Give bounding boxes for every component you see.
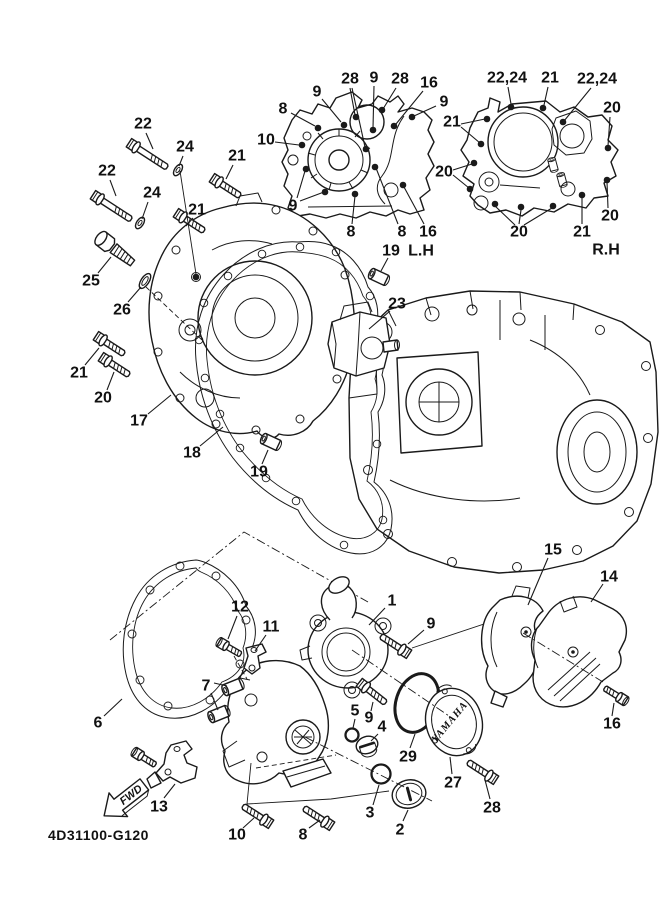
callout-label-15: 15	[544, 541, 562, 559]
leader-line	[461, 127, 480, 143]
leader-line	[164, 784, 175, 798]
crankcase-assembly	[349, 291, 658, 573]
leader-line	[519, 210, 521, 224]
leader-line	[275, 142, 299, 145]
leader-line	[373, 86, 374, 128]
bracket-screw	[130, 746, 158, 769]
filler-cap-2	[389, 776, 429, 812]
collar-7-b	[207, 704, 232, 723]
callout-label-9: 9	[439, 93, 449, 111]
leader-line	[508, 87, 511, 104]
leader-line	[404, 187, 424, 224]
callout-label-16: 16	[419, 223, 437, 241]
callout-label-20: 20	[510, 223, 528, 241]
leader-line	[403, 810, 408, 821]
callout-label-21: 21	[573, 223, 591, 241]
leader-line	[297, 171, 305, 198]
dowel-pin-upper	[367, 268, 391, 287]
callout-label-17: 17	[130, 412, 148, 430]
leader-line	[495, 206, 515, 225]
bolt-position-dot	[303, 166, 310, 173]
leader-line	[142, 202, 148, 219]
callout-label-9: 9	[312, 83, 322, 101]
callout-label-6: 6	[93, 714, 103, 732]
callout-label-21: 21	[188, 201, 206, 219]
leader-line	[408, 630, 424, 644]
bolt-21-a	[209, 173, 244, 202]
bolt-position-dot	[508, 104, 515, 111]
fwd-label: FWD	[117, 782, 145, 808]
callout-label-8: 8	[397, 223, 407, 241]
callout-label-13: 13	[150, 798, 168, 816]
callout-label-8: 8	[346, 223, 356, 241]
callout-label-22: 22	[98, 162, 116, 180]
callout-label-24: 24	[143, 184, 161, 202]
bolt-position-dot	[299, 142, 306, 149]
leader-line	[148, 395, 171, 414]
callout-label-8: 8	[298, 826, 308, 844]
callout-label-11: 11	[262, 618, 280, 636]
leader-line	[110, 180, 116, 196]
leader-line	[104, 699, 122, 716]
dowel-pin-lower	[259, 433, 283, 452]
leader-line	[128, 287, 141, 302]
leader-line	[353, 719, 355, 728]
leader-line	[300, 192, 324, 201]
bolt-position-dot	[341, 122, 348, 129]
callout-label-22-24: 22,24	[576, 70, 618, 88]
leader-line	[226, 165, 233, 179]
brand-logo-text: YAMAHA	[429, 699, 471, 746]
callout-label-10: 10	[228, 826, 246, 844]
rh-case-view	[461, 98, 618, 216]
bolt-position-dot	[193, 274, 200, 281]
leader-line	[450, 757, 452, 774]
leader-line	[591, 584, 603, 602]
leader-line	[410, 734, 415, 748]
bolt-position-dot	[400, 182, 407, 189]
bolt-21-c	[93, 331, 128, 360]
callout-label-10: 10	[257, 131, 275, 149]
callout-label-21: 21	[228, 147, 246, 165]
leader-line	[85, 348, 99, 365]
leader-line	[146, 133, 153, 149]
leader-line	[228, 616, 237, 639]
leader-line	[485, 780, 490, 799]
callout-label-8: 8	[278, 100, 288, 118]
bolt-position-dot	[409, 114, 416, 121]
bolt-10	[240, 801, 275, 830]
callout-label-25: 25	[82, 272, 100, 290]
callout-label-20: 20	[94, 389, 112, 407]
drawing-code: 4D31100-G120	[48, 827, 149, 843]
callout-label-22: 22	[134, 115, 152, 133]
bolt-position-dot	[471, 160, 478, 167]
callout-label-R-H: R.H	[592, 241, 620, 259]
callout-label-24: 24	[176, 138, 194, 156]
leader-line	[291, 113, 315, 126]
bolt-position-dot	[518, 204, 525, 211]
callout-label-5: 5	[350, 702, 360, 720]
o-ring-5	[346, 729, 359, 742]
callout-label-12: 12	[231, 598, 249, 616]
callout-label-14: 14	[600, 568, 618, 586]
bolt-16	[602, 684, 630, 707]
callout-label-20: 20	[601, 207, 619, 225]
callout-label-7: 7	[201, 677, 211, 695]
leader-line	[322, 99, 341, 122]
callout-label-L-H: L.H	[408, 242, 434, 260]
callout-label-21: 21	[70, 364, 88, 382]
callout-label-3: 3	[365, 804, 375, 822]
bolt-22-a	[126, 138, 171, 173]
callout-label-26: 26	[113, 301, 131, 319]
callout-label-9: 9	[369, 69, 379, 87]
bolt-position-dot	[540, 105, 547, 112]
o-ring-3	[372, 765, 391, 784]
bolt-20-a	[98, 352, 133, 381]
bolt-position-dot	[363, 146, 370, 153]
callout-label-23: 23	[388, 295, 406, 313]
leader-line	[453, 175, 469, 188]
washer-24-a	[172, 163, 185, 177]
leader-line	[211, 693, 218, 710]
bolt-position-dot	[315, 125, 322, 132]
bolt-position-dot	[372, 164, 379, 171]
fwd-arrow	[95, 773, 154, 828]
callout-label-20: 20	[435, 163, 453, 181]
callout-label-1: 1	[387, 592, 397, 610]
callout-label-29: 29	[399, 748, 417, 766]
callout-label-16: 16	[420, 74, 438, 92]
callout-label-22-24: 22,24	[486, 69, 528, 87]
callout-label-9: 9	[288, 197, 298, 215]
leader-line	[414, 106, 436, 116]
bolt-28	[465, 757, 500, 786]
callout-label-21: 21	[541, 69, 559, 87]
callout-label-9: 9	[426, 615, 436, 633]
callout-label-28: 28	[483, 799, 501, 817]
callout-label-16: 16	[603, 715, 621, 733]
leader-line	[352, 196, 355, 224]
callout-label-28: 28	[391, 70, 409, 88]
leader-line	[98, 257, 111, 273]
leader-line	[381, 258, 388, 271]
leader-line	[309, 820, 320, 828]
generator-cover-27	[417, 678, 490, 762]
screw-12	[215, 637, 244, 659]
callout-label-21: 21	[443, 113, 461, 131]
callout-label-9: 9	[364, 709, 374, 727]
leader-line	[607, 182, 608, 208]
callout-label-20: 20	[603, 99, 621, 117]
callout-label-4: 4	[377, 718, 387, 736]
callout-label-19: 19	[382, 242, 400, 260]
callout-label-19: 19	[250, 463, 268, 481]
callout-label-28: 28	[341, 70, 359, 88]
leader-line	[262, 450, 268, 464]
leader-line	[524, 208, 552, 225]
leader-line	[453, 164, 472, 170]
crankcase-cover-1	[149, 193, 355, 438]
bolt-22-b	[90, 190, 135, 225]
callout-label-18: 18	[183, 444, 201, 462]
leader-line	[107, 372, 114, 390]
drain-plug-25	[92, 229, 137, 269]
leader-line	[612, 703, 614, 716]
leader-line	[373, 785, 379, 805]
callout-label-2: 2	[395, 821, 405, 839]
washer-24-b	[134, 216, 147, 230]
callout-label-27: 27	[444, 774, 462, 792]
